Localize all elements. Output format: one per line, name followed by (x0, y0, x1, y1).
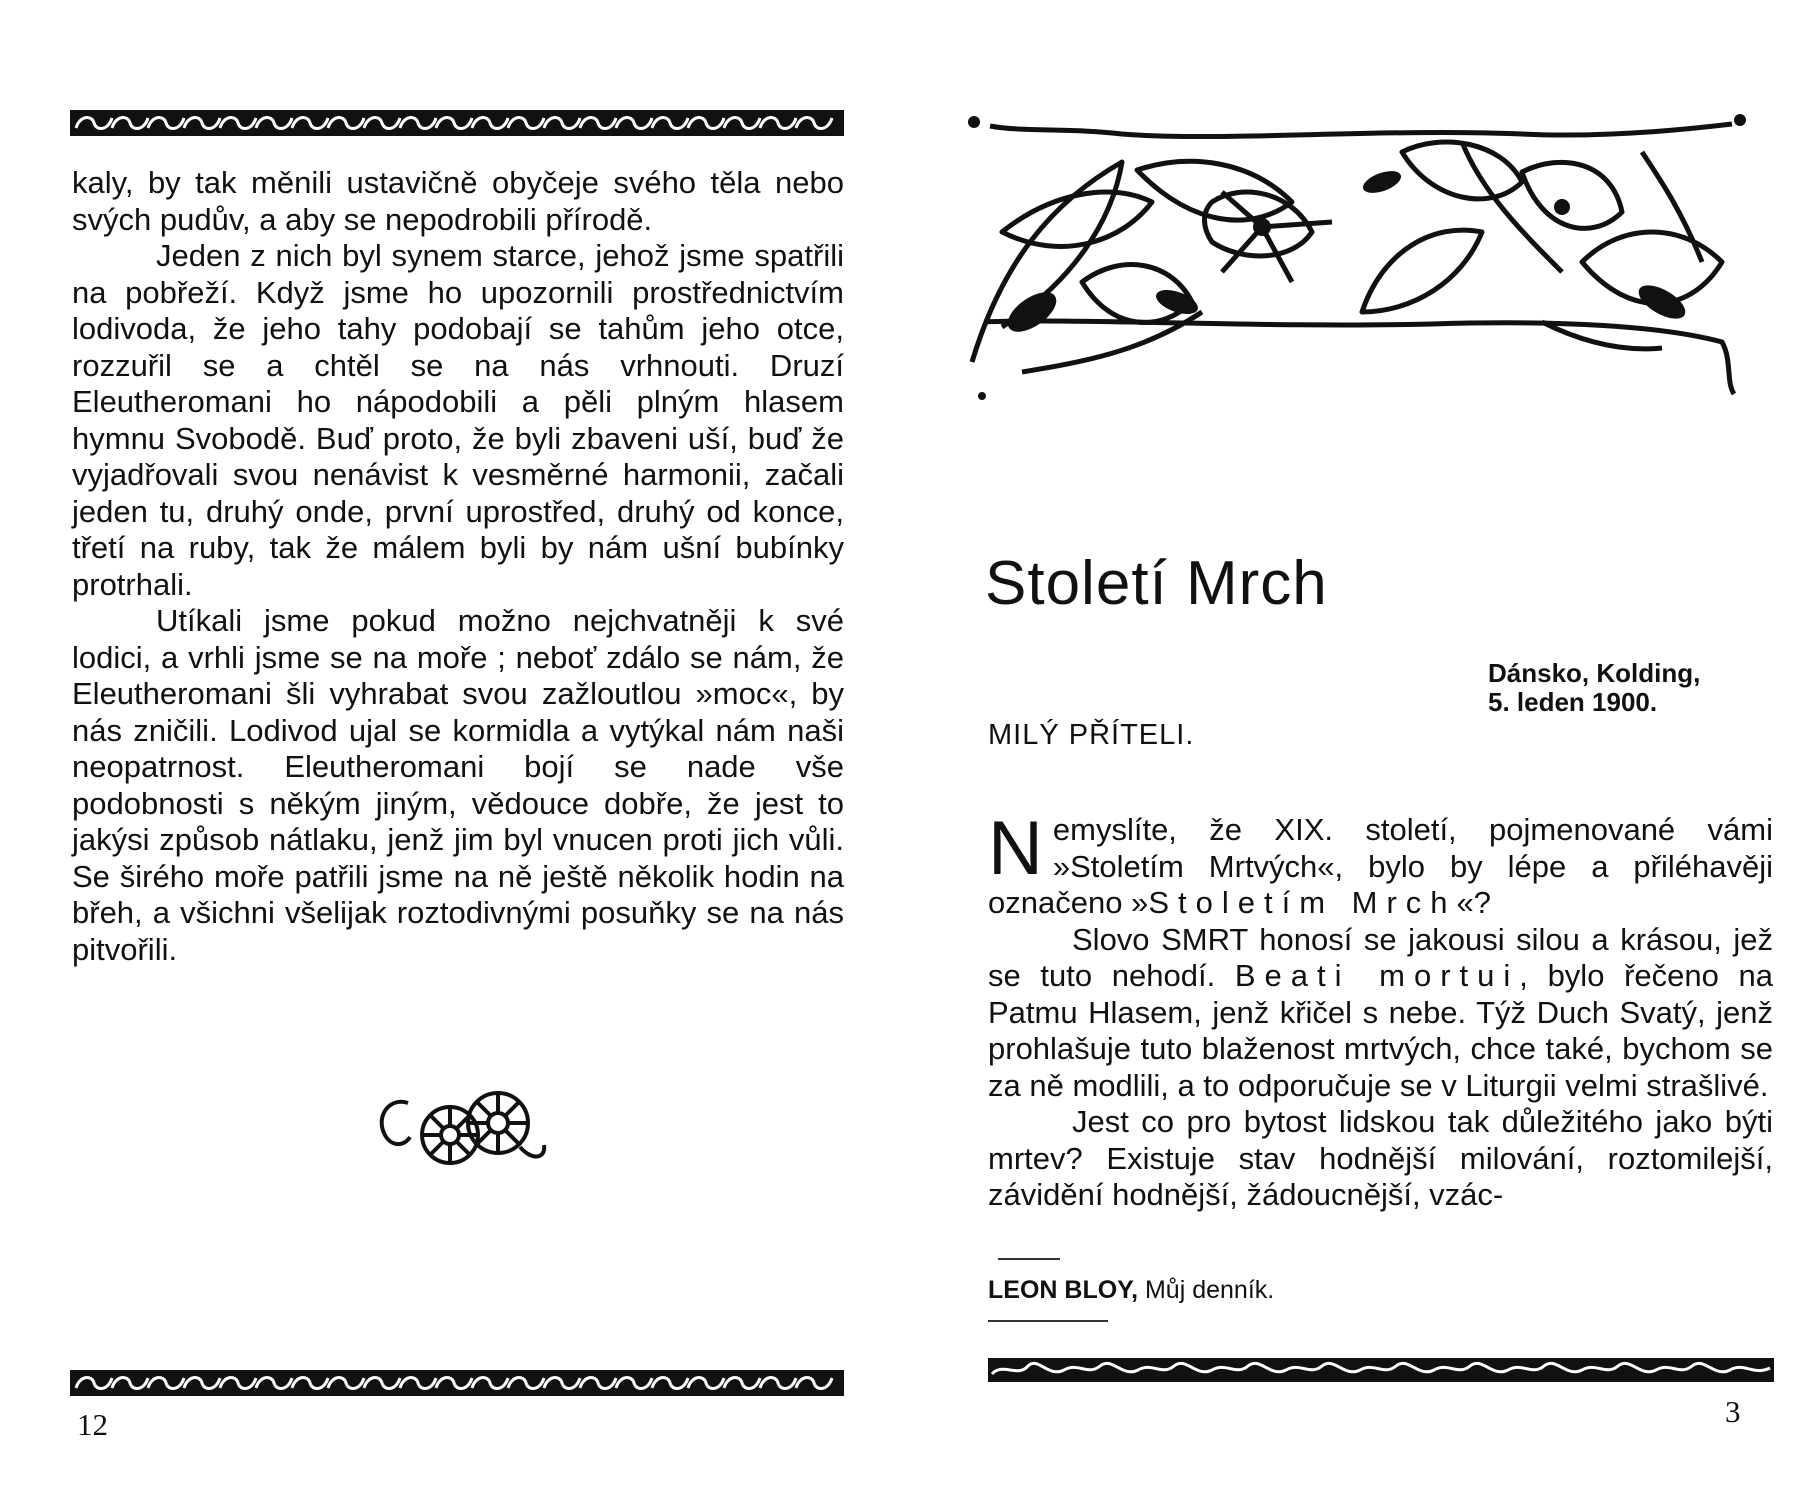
dateline-place: Dánsko, Kolding, (1488, 658, 1701, 688)
paragraph: Utíkali jsme pokud možno nejchvatněji k své lodici, a vrhli jsme se na moře ; neboť zdálo se nám, že Eleutheromani šli vyhrabat svou zažloutlou »moc«, by nás zničili. Lodivod ujal se kormidla a vytýkal nám naši neopatrnost. Eleutheromani bojí se nade vše podobnosti s někým jiným, vědouce dobře, že jest to jakýsi způsob nátlaku, jenž jim byl vnucen proti jich vůli. Se širého moře patřili jsme na ně ještě několik hodin na břeh, a všichni všelijak roztodivnými posuňky se na nás pitvořili. (72, 603, 844, 967)
page-number: 12 (77, 1407, 108, 1442)
page-number: 3 (1725, 1394, 1741, 1429)
drop-cap: N (988, 806, 1043, 891)
footnote-work: Můj denník. (1144, 1276, 1275, 1304)
spaced-emphasis: Beati mortui (1234, 958, 1520, 993)
paragraph-text: Slovo SMRT honosí se jakousi silou a krásou, jež se tuto nehodí. (988, 921, 1773, 993)
spaced-emphasis: Stoletím Mrch (1148, 885, 1457, 920)
footnote-rule (988, 1320, 1108, 1322)
top-ornamental-border (70, 110, 844, 136)
chapter-title: Století Mrch (985, 549, 1328, 618)
paragraph: Jeden z nich byl synem starce, jehož jsme spatřili na pobřeží. Když jsme ho upozornili prostřednictvím lodivoda, že jeho tahy podobají se tahům jeho otce, rozzuřil se a chtěl se na nás vrhnouti. Druzí Eleutheromani ho nápodobili a pěli plným hlasem hymnu Svobodě. Buď proto, že byli zbaveni uší, buď že vyjadřovali svou nenávist k vesměrné harmonii, začali jeden tu, druhý onde, první uprostřed, druhý od konce, třetí na ruby, tak že málem byli by nám ušní bubínky protrhali. (72, 238, 844, 602)
footnote-rule (998, 1258, 1060, 1260)
paragraph-text: «? (1456, 885, 1492, 920)
dateline-date: 5. leden 1900. (1488, 687, 1658, 717)
flower-tailpiece-ornament (370, 1075, 550, 1180)
right-body-text (988, 806, 1774, 1214)
paragraph: kaly, by tak měnili ustavičně obyčeje svého těla nebo svých pudův, a aby se nepodrobili přírodě. (72, 165, 844, 237)
footnote-author: LEON BLOY, (988, 1276, 1139, 1304)
bottom-ornamental-border (988, 1358, 1774, 1384)
floral-header-illustration (962, 112, 1752, 407)
paragraph (988, 922, 1773, 1105)
right-page (900, 0, 1814, 1500)
left-page (0, 0, 900, 1500)
left-body-text (72, 165, 844, 968)
paragraph: Jest co pro bytost lidskou tak důležitého jako býti mrtev? Existuje stav hodnější milování, roztomilejší, závidění hodnější, žádoucnější, vzác- (988, 1104, 1773, 1212)
dateline (1488, 659, 1700, 717)
paragraph-text: , bylo řečeno na Patmu Hlasem, jenž křičel s nebe. Týž Duch Svatý, jenž prohlašuje tuto blaženost mrtvých, chce také, bychom se za ně modlili, a to odporučuje se v Liturgii velmi strašlivé. (988, 958, 1774, 1103)
paragraph-text: emyslíte, že XIX. století, pojmenované vámi »Stoletím Mrtvých«, bylo by lépe a přiléhavěji označeno » (988, 812, 1773, 920)
bottom-ornamental-border (70, 1370, 844, 1396)
footnote (988, 1276, 1274, 1305)
paragraph (988, 806, 1773, 922)
salutation: MILÝ PŘÍTELI. (988, 719, 1195, 751)
